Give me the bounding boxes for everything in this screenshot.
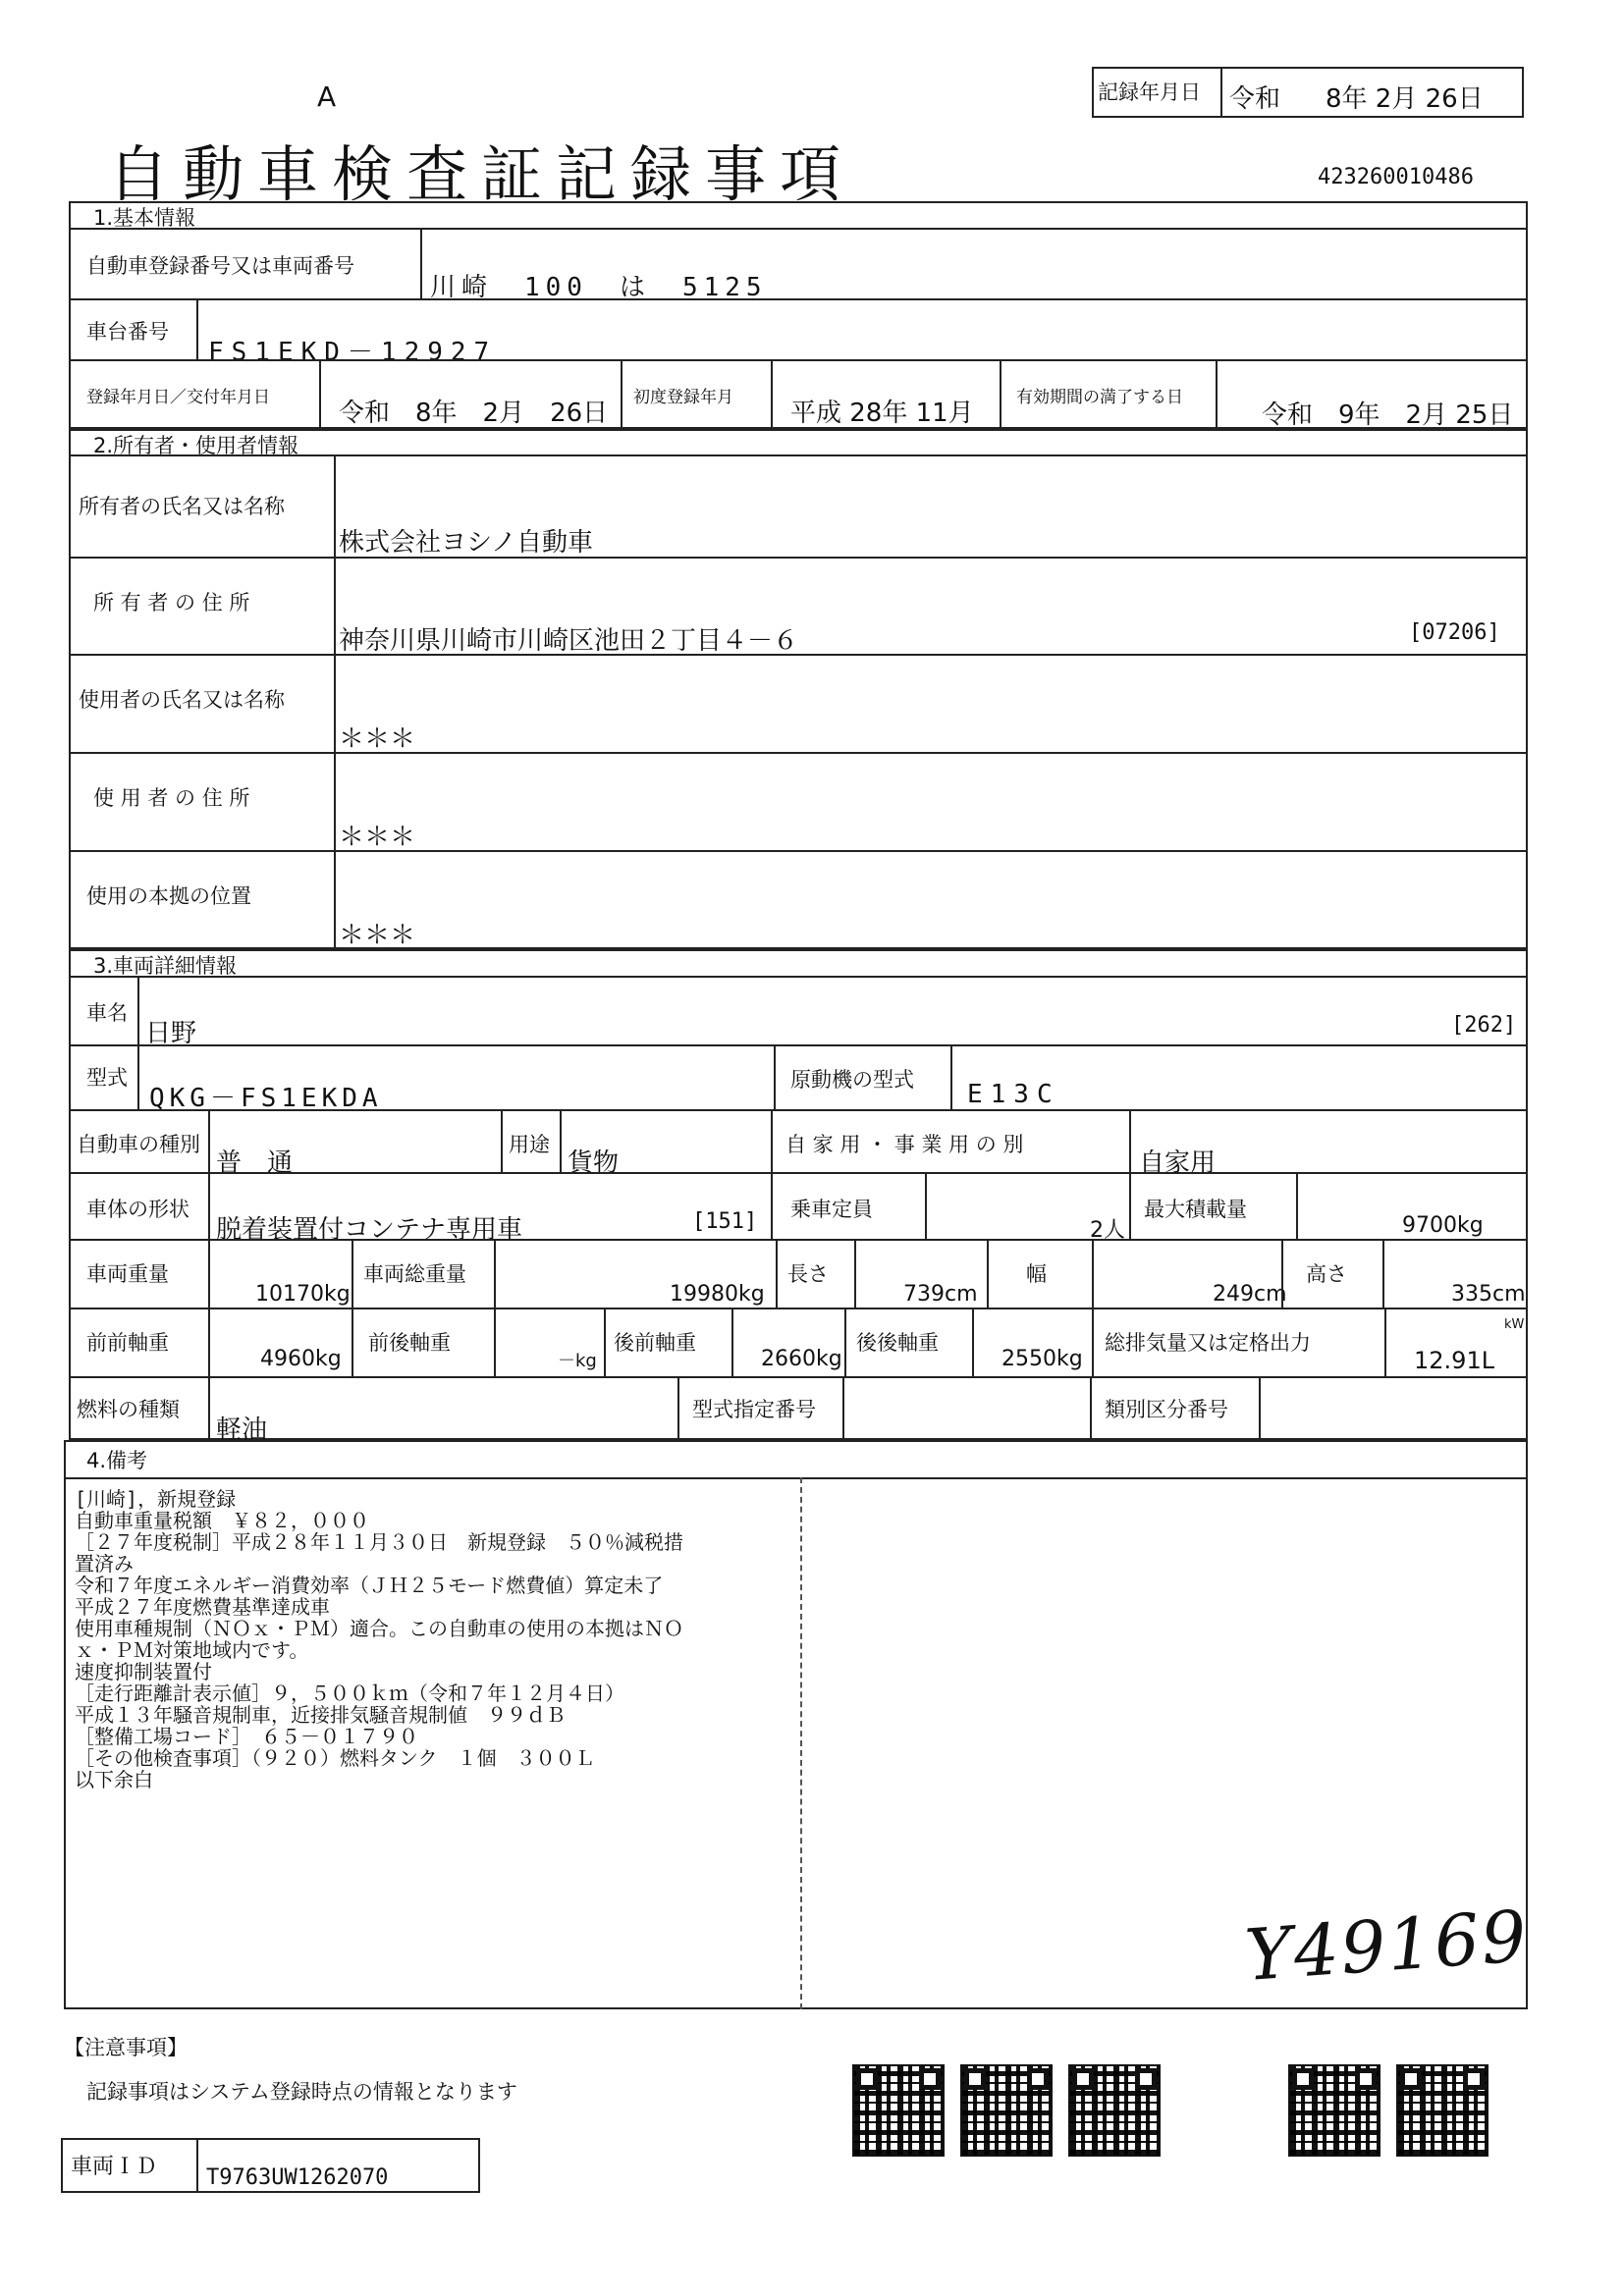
capacity-label: 乗車定員 bbox=[790, 1198, 873, 1221]
max-load-value: 9700kg bbox=[1402, 1213, 1484, 1238]
qr-code-icon bbox=[960, 2064, 1053, 2157]
height-label: 高さ bbox=[1306, 1262, 1347, 1286]
private-label: 自 家 用 ・ 事 業 用 の 別 bbox=[785, 1133, 1024, 1156]
section-basic-title: 1.基本情報 bbox=[93, 206, 196, 230]
axle-fr-value: －kg bbox=[558, 1351, 597, 1371]
category-label: 類別区分番号 bbox=[1105, 1398, 1228, 1421]
vehicle-id-label: 車両ＩＤ bbox=[71, 2155, 158, 2179]
length-value: 739cm bbox=[903, 1282, 978, 1307]
kind-label: 自動車の種別 bbox=[77, 1133, 200, 1156]
section-vehicle-title: 3.車両詳細情報 bbox=[93, 954, 238, 978]
model-label: 型式 bbox=[86, 1066, 128, 1090]
car-name-code: [262] bbox=[1451, 1013, 1517, 1038]
first-reg-label: 初度登録年月 bbox=[633, 388, 733, 407]
reg-date-label: 登録年月日／交付年月日 bbox=[86, 388, 270, 407]
owner-addr-label: 所 有 者 の 住 所 bbox=[93, 591, 250, 614]
notice-title: 【注意事項】 bbox=[64, 2036, 188, 2059]
capacity-value: 2人 bbox=[1090, 1218, 1125, 1243]
use-value: 貨物 bbox=[568, 1148, 620, 1178]
axle-ff-value: 4960kg bbox=[260, 1347, 342, 1371]
record-date-era: 令和 bbox=[1229, 84, 1281, 114]
user-addr-label: 使 用 者 の 住 所 bbox=[93, 786, 250, 810]
type-designation-label: 型式指定番号 bbox=[692, 1398, 816, 1421]
reg-date-value: 令和 8年 2月 26日 bbox=[339, 399, 609, 428]
axle-rr-value: 2550kg bbox=[1001, 1347, 1083, 1371]
gross-label: 車両総重量 bbox=[363, 1262, 466, 1286]
model-value: QKG－FS1EKDA bbox=[149, 1084, 383, 1113]
length-label: 長さ bbox=[787, 1262, 829, 1286]
displacement-label: 総排気量又は定格出力 bbox=[1105, 1331, 1311, 1355]
axle-fr-label: 前後軸重 bbox=[368, 1331, 451, 1355]
remarks-text: [川崎]，新規登録 自動車重量税額 ￥８２，０００ ［２７年度税制］平成２８年１１月３０日 新規登録 ５０％減税措 置済み 令和７年度エネルギー消費効率（ＪＨ２５モード燃費値）算定未了 平成２７年度燃費基準達成車 使用車種規制（ＮＯｘ・ＰＭ）適合。この自動車の使用の本拠はＮＯ ｘ・ＰＭ対策地域内です。 速度抑制装置付 ［走行距離計表示値］９，５００ｋｍ（令和７年１２月４日） 平成１３年騒音規制車，近接排気騒音規制値 ９９ｄＢ ［整備工場コード］ ６５－０１７９０ ［その他検査事項］（９２０）燃料タンク １個 ３００Ｌ 以下余白 bbox=[75, 1487, 683, 1791]
shape-code: [151] bbox=[692, 1209, 758, 1234]
page-title: 自動車検査証記録事項 bbox=[108, 138, 855, 210]
document-number: 423260010486 bbox=[1318, 165, 1474, 189]
owner-addr-code: [07206] bbox=[1409, 620, 1500, 645]
private-value: 自家用 bbox=[1139, 1148, 1217, 1178]
chassis-label: 車台番号 bbox=[86, 320, 169, 344]
owner-addr-value: 神奈川県川崎市川崎区池田２丁目４－６ bbox=[339, 626, 799, 656]
user-name-value: ＊＊＊ bbox=[339, 724, 416, 754]
qr-code-icon bbox=[1068, 2064, 1161, 2157]
vehicle-id-value: T9763UW1262070 bbox=[206, 2165, 389, 2190]
fuel-value: 軽油 bbox=[216, 1415, 268, 1445]
engine-label: 原動機の型式 bbox=[790, 1068, 914, 1092]
user-name-label: 使用者の氏名又は名称 bbox=[79, 688, 285, 712]
expiry-label: 有効期間の満了する日 bbox=[1016, 388, 1183, 407]
notice-text: 記録事項はシステム登録時点の情報となります bbox=[86, 2080, 517, 2104]
shape-label: 車体の形状 bbox=[86, 1198, 189, 1221]
record-date-label: 記録年月日 bbox=[1098, 80, 1201, 104]
shape-value: 脱着装置付コンテナ専用車 bbox=[216, 1215, 523, 1245]
width-label: 幅 bbox=[1026, 1262, 1047, 1286]
weight-value: 10170kg bbox=[255, 1282, 351, 1307]
fuel-label: 燃料の種類 bbox=[77, 1398, 180, 1421]
reg-no-label: 自動車登録番号又は車両番号 bbox=[86, 254, 354, 278]
reg-no-value: 川崎 100 は 5125 bbox=[430, 273, 768, 302]
base-value: ＊＊＊ bbox=[339, 921, 416, 950]
displacement-unit: kW bbox=[1504, 1317, 1525, 1332]
base-label: 使用の本拠の位置 bbox=[86, 884, 251, 908]
use-label: 用途 bbox=[509, 1133, 550, 1156]
qr-code-icon bbox=[1396, 2064, 1489, 2157]
displacement-value: 12.91L bbox=[1414, 1347, 1495, 1374]
kind-value: 普 通 bbox=[216, 1148, 294, 1178]
expiry-value: 令和 9年 2月 25日 bbox=[1262, 400, 1514, 430]
axle-ff-label: 前前軸重 bbox=[86, 1331, 169, 1355]
car-name-value: 日野 bbox=[145, 1019, 197, 1048]
car-name-label: 車名 bbox=[86, 1001, 128, 1025]
engine-value: E13C bbox=[967, 1080, 1060, 1109]
owner-name-label: 所有者の氏名又は名称 bbox=[79, 495, 285, 518]
height-value: 335cm bbox=[1451, 1282, 1526, 1307]
user-addr-value: ＊＊＊ bbox=[339, 823, 416, 852]
section-owner-title: 2.所有者・使用者情報 bbox=[93, 434, 299, 457]
width-value: 249cm bbox=[1213, 1282, 1287, 1307]
section-remarks-title: 4.備考 bbox=[86, 1449, 148, 1472]
qr-code-icon bbox=[1288, 2064, 1380, 2157]
header-mark: A bbox=[317, 80, 337, 113]
max-load-label: 最大積載量 bbox=[1144, 1198, 1247, 1221]
gross-value: 19980kg bbox=[670, 1282, 765, 1307]
weight-label: 車両重量 bbox=[86, 1262, 169, 1286]
section-owner bbox=[69, 429, 1528, 949]
axle-rr-label: 後後軸重 bbox=[856, 1331, 939, 1355]
qr-code-icon bbox=[852, 2064, 945, 2157]
axle-rf-label: 後前軸重 bbox=[614, 1331, 696, 1355]
axle-rf-value: 2660kg bbox=[761, 1347, 842, 1371]
chassis-value: FS1EKD－12927 bbox=[208, 338, 498, 367]
record-date-value: 8年 2月 26日 bbox=[1326, 84, 1484, 114]
first-reg-value: 平成 28年 11月 bbox=[790, 399, 974, 428]
handwritten-number: Y49169 bbox=[1242, 1895, 1532, 1997]
owner-name-value: 株式会社ヨシノ自動車 bbox=[339, 528, 593, 558]
